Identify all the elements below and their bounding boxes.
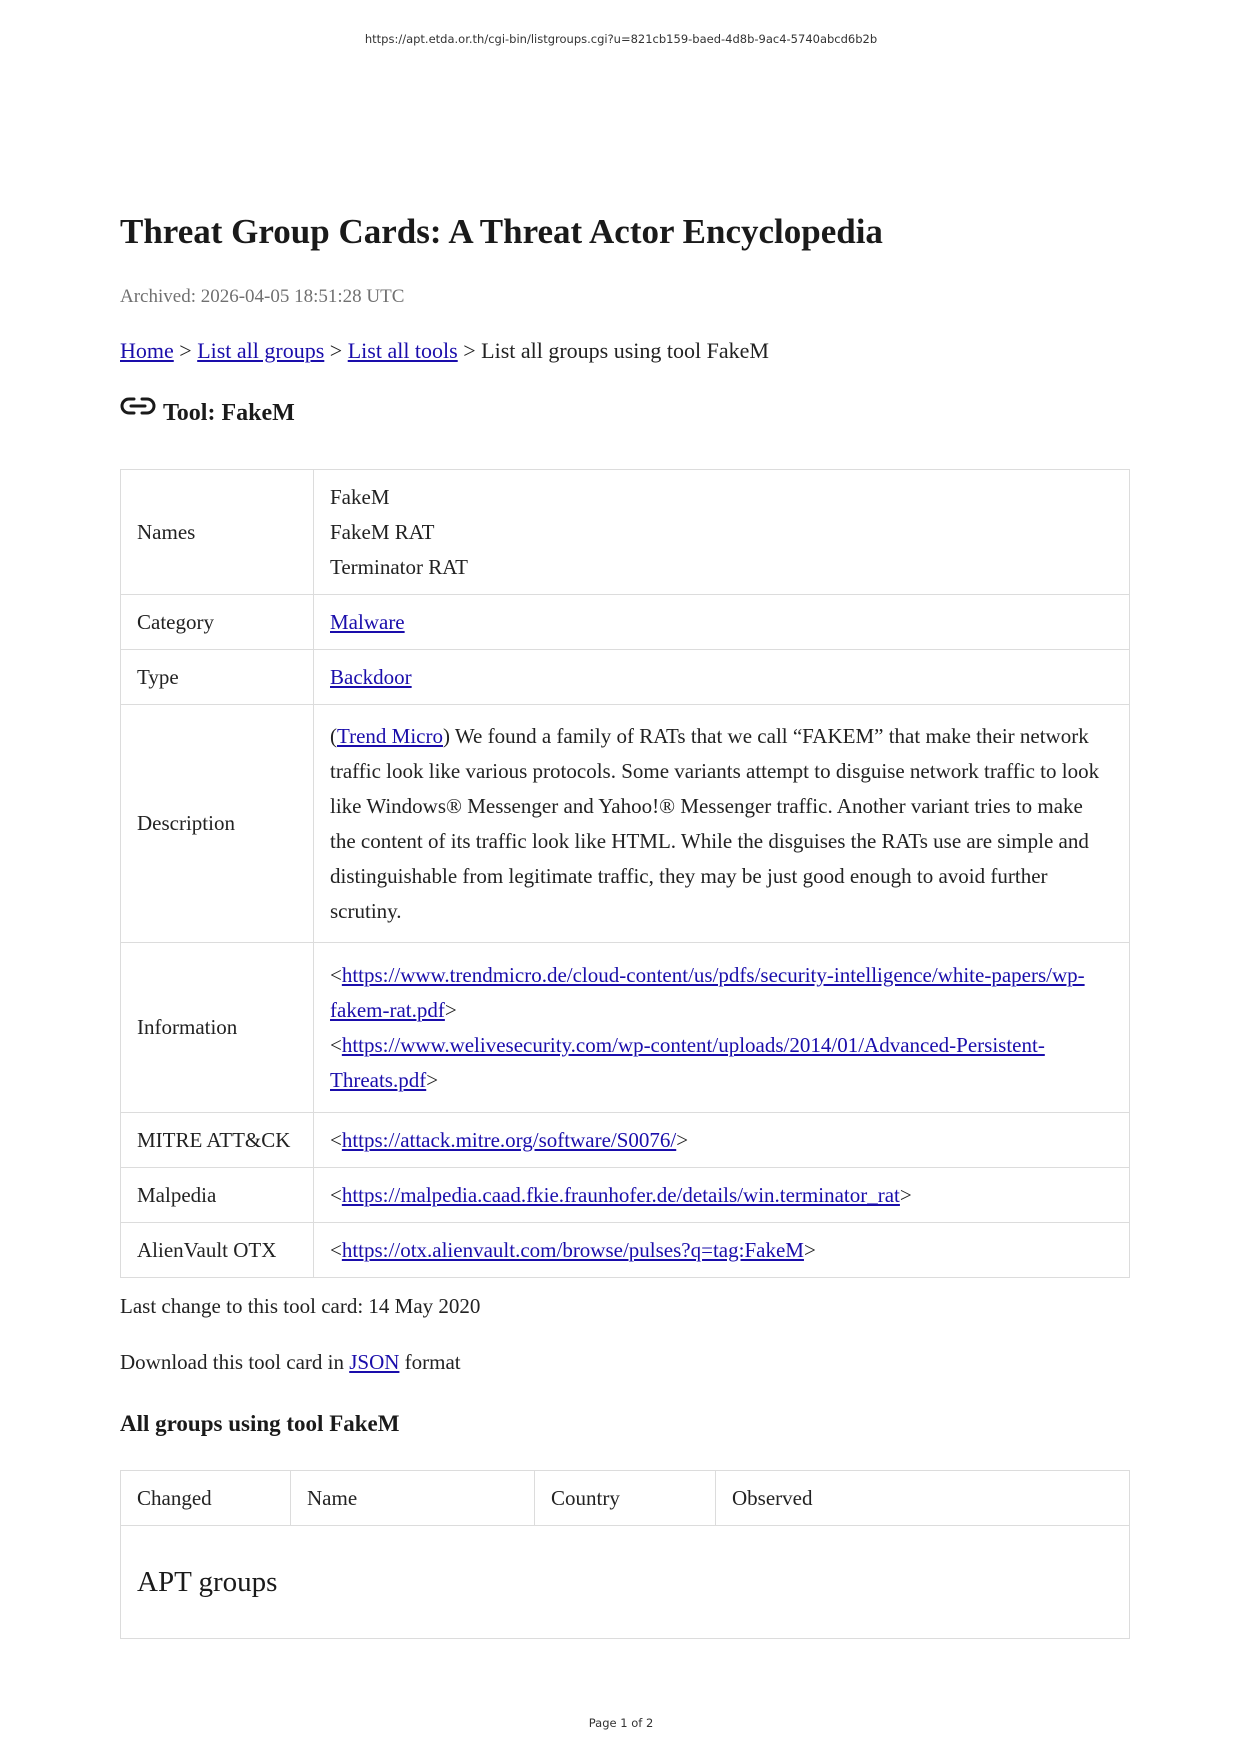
breadcrumb-current: List all groups using tool FakeM [481,338,769,363]
print-header-url: https://apt.etda.or.th/cgi-bin/listgroups.cgi?u=821cb159-baed-4d8b-9ac4-5740abcd6b2b [364,32,878,46]
mitre-link[interactable]: https://attack.mitre.org/software/S0076/ [341,1127,677,1152]
type-link[interactable]: Backdoor [330,664,412,689]
table-row [121,1526,1130,1639]
last-change-text: Last change to this tool card: 14 May 2020 [120,1294,481,1318]
column-header-observed: Observed [716,1471,1130,1526]
column-header-changed: Changed [121,1471,291,1526]
name-item: Terminator RAT [330,554,468,579]
breadcrumb-home-link[interactable]: Home [120,338,174,363]
table-row [121,650,1130,705]
category-value [314,595,1130,650]
type-label: Type [121,650,314,705]
information-label: Information [121,943,314,1113]
breadcrumb-separator: > [463,338,476,363]
column-header-name: Name [291,1471,535,1526]
groups-table [120,1470,1130,1639]
tool-card-table [120,469,1130,1278]
table-row [121,1223,1130,1278]
tool-heading [120,400,295,427]
information-link[interactable]: https://www.welivesecurity.com/wp-content/uploads/2014/01/Advanced-Persistent-Threats.pdf [330,1032,1045,1092]
information-value: <https://www.trendmicro.de/cloud-content/us/pdfs/security-intelligence/white-papers/wp-fakem-rat.pdf> <https://www.welivesecurity.com/wp-content/uploads/2014/01/Advanced-Persistent-Threats.pdf> [314,943,1130,1113]
page-number: Page 1 of 2 [588,1716,654,1730]
page-title: Threat Group Cards: A Threat Actor Encyclopedia [120,212,883,251]
breadcrumb-separator: > [329,338,343,363]
otx-label: AlienVault OTX [121,1223,314,1278]
malpedia-link[interactable]: https://malpedia.caad.fkie.fraunhofer.de/details/win.terminator_rat [341,1182,900,1207]
names-value [314,470,1130,595]
category-link[interactable]: Malware [330,609,405,634]
apt-groups-section-title: APT groups [121,1526,1130,1639]
type-value [314,650,1130,705]
archived-timestamp: Archived: 2026-04-05 18:51:28 UTC [120,286,405,307]
breadcrumb-separator: > [179,338,192,363]
name-item: FakeM RAT [330,519,435,544]
name-item: FakeM [330,484,390,509]
description-text: We found a family of RATs that we call “FAKEM” that make their network traffic look like various protocols. Some variants attempt to disguise network traffic to look like Windows® Messenger and Yahoo!® Messenger traffic. Another variant tries to make the content of its traffic look like HTML. While the disguises the RATs use are simple and distinguishable from legitimate traffic, they may be just good enough to avoid further scrutiny. [330,723,1100,923]
json-download-link[interactable]: JSON [349,1350,400,1374]
description-value: (Trend Micro) We found a family of RATs that we call “FAKEM” that make their network traffic look like various protocols. Some variants attempt to disguise network traffic to look like Windows® Messenger and Yahoo!® Messenger traffic. Another variant tries to make the content of its traffic look like HTML. While the disguises the RATs use are simple and distinguishable from legitimate traffic, they may be just good enough to avoid further scrutiny. [314,705,1130,943]
description-source-link[interactable]: Trend Micro [337,723,443,748]
malpedia-label: Malpedia [121,1168,314,1223]
download-prefix: Download this tool card in [120,1350,344,1374]
table-row [121,1168,1130,1223]
malpedia-value: <https://malpedia.caad.fkie.fraunhofer.de/details/win.terminator_rat> [314,1168,1130,1223]
otx-link[interactable]: https://otx.alienvault.com/browse/pulses?q=tag:FakeM [341,1237,804,1262]
names-label: Names [121,470,314,595]
breadcrumb-groups-link[interactable]: List all groups [197,338,325,363]
information-link[interactable]: https://www.trendmicro.de/cloud-content/us/pdfs/security-intelligence/white-papers/wp-fakem-rat.pdf [330,962,1085,1022]
breadcrumb-tools-link[interactable]: List all tools [347,338,458,363]
otx-value: <https://otx.alienvault.com/browse/pulses?q=tag:FakeM> [314,1223,1130,1278]
download-suffix: format [404,1350,461,1374]
mitre-label: MITRE ATT&CK [121,1113,314,1168]
tool-heading-text: Tool: FakeM [163,400,295,426]
column-header-country: Country [535,1471,716,1526]
table-row [121,705,1130,943]
table-row [121,470,1130,595]
table-row [121,1113,1130,1168]
table-row [121,943,1130,1113]
category-label: Category [121,595,314,650]
mitre-value: <https://attack.mitre.org/software/S0076/> [314,1113,1130,1168]
groups-heading: All groups using tool FakeM [120,1411,400,1436]
table-header-row [121,1471,1130,1526]
breadcrumb [120,338,769,364]
description-label: Description [121,705,314,943]
link-icon [120,395,156,419]
table-row [121,595,1130,650]
download-line [120,1350,461,1375]
